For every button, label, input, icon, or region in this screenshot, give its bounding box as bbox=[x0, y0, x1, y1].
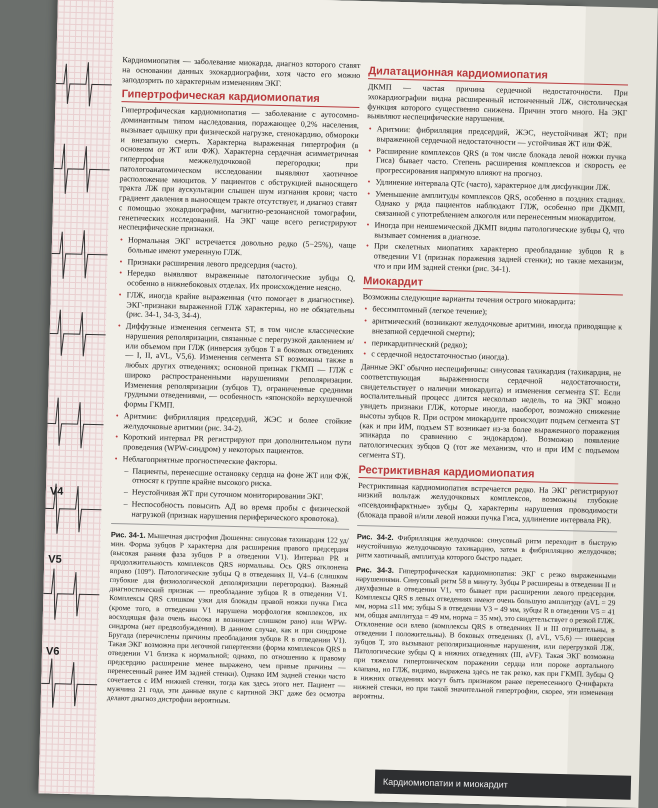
list-item: • Аритмии: фибрилляция предсердий, ЖЭС и более стойкие желудочковые аритмии (рис. 34-2). bbox=[123, 411, 351, 436]
intro-text: Кардиомиопатия — заболевание миокарда, диагноз которого ставят на основании данных эхокардиографии, хотя часто его можно заподозрить по характерным изменениям ЭКГ. bbox=[121, 55, 361, 88]
caption-label: Рис. 34-2. bbox=[356, 531, 394, 542]
hcm-sublist bbox=[121, 466, 350, 524]
list-item: • При скелетных миопатиях характерно преобладание зубцов R в отведении V1 (признак поражения задней стенки); но такие механизм, что и при ИМ задней стенки (рис. 34-1). bbox=[373, 242, 624, 277]
list-item: – Неспособность повысить АД во время пробы с физической нагрузкой (признак нарушения периферического кровотока). bbox=[131, 499, 349, 524]
list-item: – Пациенты, перенесшие остановку сердца на фоне ЖТ или ФЖ, относят к группе крайне высокого риска. bbox=[132, 466, 350, 491]
myo-paragraph: Возможны следующие варианты течения острого миокардита: bbox=[362, 291, 576, 306]
rcm-paragraph: Рестриктивная кардиомиопатия встречается редко. На ЭКГ регистрируют низкий вольтаж желудочковых комплексов, возможны глубокие «псевдоинфарктные» зубцы Q, характерны нарушения проводимости (блокада правой и/или левой ножки пучка Гиса, удлинение интервала PR). bbox=[357, 480, 619, 525]
divider bbox=[111, 523, 349, 530]
figure-caption-34-1 bbox=[107, 530, 349, 707]
hcm-paragraph: Гипертрофическая кардиомиопатия — заболевание с аутосомно-доминантным типом наследования, поражающее 0,2% населения, вызывает одышку при физической нагрузке, стенокардию, обмороки и внезапную смерть. Характерна выраженная гипертрофия (в основном от ЖТ или ФЖ). Характерна сердечная асимметричная гипертрофия межжелудочковой перегородки; при патологоанатомическом исследовании выявляют хаотичное расположение миоцитов. У пациентов с обструкцией выносящего тракта ЛЖ при аускультации слышен шум изгнания крови; часто градиент давления в выносящем тракте отсутствует, и диагноз ставят с помощью эхокардиографии, магнитно-резонансной томографии, генетических исследований. На ЭКГ чаще всего регистрируют неспецифические признаки. bbox=[118, 105, 360, 234]
running-footer: Кардиомиопатии и миокардит bbox=[375, 770, 632, 800]
lead-label: V5 bbox=[48, 553, 62, 566]
list-item: • Расширение комплексов QRS (в том числе блокада левой ножки пучка Гиса) бывает часто. Степень расширения комплексов и скорость ее прогрессирования напрямую влияют на прогноз. bbox=[376, 146, 627, 181]
list-item: • Нередко выявляют выраженные патологические зубцы Q, особенно в нижнебоковых отделах. Их происхождение неясно. bbox=[127, 269, 355, 294]
list-item: • Признаки расширения левого предсердия (часто). bbox=[127, 257, 355, 272]
list-item: • ГЛЖ, иногда крайне выраженная (что помогает в диагностике). ЭКГ-признаки выраженной ГЛЖ характерны, но не обязательны (рис. 34-1, 34-3, 34-4). bbox=[126, 290, 355, 325]
list-item: • Короткий интервал PR регистрируют при дополнительном пути проведения (WPW-синдром) у некоторых пациентов. bbox=[123, 433, 351, 458]
list-item: • Диффузные изменения сегмента ST, в том числе классические нарушения реполяризации, связанные с перегрузкой давлением и/или объемом при ГЛЖ (инверсия зубцов T в боковых отведениях — I, II, aVL, V5,6). Изменения сегмента ST возможны также в любых других отведениях; основной признак ГКМП — ГЛЖ с широко распространенными нарушениями реполяризации. Изменения реполяризации (зубцов T), ограниченные средними грудными отведениями, — особенность «японской» верхушечной формы ГКМП. bbox=[124, 321, 354, 414]
list-item: • перикардитический (редко); bbox=[372, 338, 622, 354]
right-column bbox=[353, 61, 629, 706]
lead-label: V4 bbox=[49, 485, 64, 498]
list-item: – Неустойчивая ЖТ при суточном мониторировании ЭКГ. bbox=[132, 488, 350, 503]
list-item: • Удлинение интервала QTc (часто), характерное для дисфункции ЛЖ. bbox=[375, 177, 625, 193]
list-item: • аритмический (возникают желудочковые аритмии, иногда приводящие к внезапной сердечной смерти); bbox=[372, 316, 622, 342]
dcm-heading: Дилатационная кардиомиопатия bbox=[368, 65, 628, 85]
caption-text: Мышечная дистрофия Дюшенна: синусовая тахикардия 122 уд/мин. Форма зубцов P характерна для расширения правого предсердия (высокая ранняя фаза зубцов P в отведении V1). Интервал PR и продолжительность комплексов QRS нормальны. Ось QRS отклонена вправо (109°). Патологические зубцы Q в отведениях II, V4–6 (слишком глубокие для физиологической деполяризации перегородки). Важный диагностический признак — преобладание зубцов R в отведении V1. Комплексы QRS слишком узки для блокады правой ножки пучка Гиса (кроме того, в отведении V1 нарушена морфология комплексов, их восходящая фаза очень высока и возникает слишком рано) или WPW-синдрома (нет предвозбуждения). В данном случае, как и при синдроме Бругада (перечислены причины преобладания зубцов R в отведении V1). Такая ЭКГ возможна при легочной гипертензии (форма комплексов QRS в отведении V1 близка к нормальной; однако, по отношению к правому предсердию расширение менее выражено, чем правые причины — перенесенный ранее ИМ задней стенки). Однако ИМ задней стенки часто сочетается с ИМ нижней стенки, тогда как здесь этого нет. Пациент — мужчина 21 года, эти данные вкупе с картиной ЭКГ даже без осмотра делают диагноз дистрофии вероятным. bbox=[106, 531, 349, 705]
caption-label: Рис. 34-1. bbox=[110, 530, 146, 541]
rcm-heading: Рестриктивная кардиомиопатия bbox=[358, 464, 618, 484]
caption-label: Рис. 34-3. bbox=[355, 564, 394, 575]
list-item: • Неблагоприятные прогностические факторы. bbox=[123, 454, 351, 469]
hcm-heading: Гипертрофическая кардиомиопатия bbox=[121, 88, 359, 108]
caption-text: Гипертрофическая кардиомиопатия: ЭКГ с резко выраженными нарушениями. Синусовый ритм 58 в минуту. Зубцы P расширены в отведении II и двухфазные в отведении V1, что бывает при расширении левого предсердия. Комплексы QRS в левых отведениях имеют очень большую амплитуду (aVL = 29 мм, норма ≤11 мм; зубцы S в отведении V3 = 49 мм, зубцы R в отведении V5 = 41 мм, общая амплитуда = 49 мм, норма = 35 мм), это свидетельствует о резкой ГЛЖ. Отклонение оси влево (комплексы QRS в отведениях II и III отрицательны, в отведении I положительны). В боковых отведениях (I, aVL, V5,6) — инверсия зубцов T, это вызывают реполяризационные нарушения, или перегрузкой ЛЖ. Патологические зубцы Q в нижних отведениях (III, aVF). Такая ЭКГ возможна при тяжелом гипертоническом поражении сердца или пороке аортального клапана, но ГЛЖ, видимо, выражена здесь не так резко, как при ГКМП. Зубцы Q в нижних отведениях могут быть признаком ранее перенесенного Q-инфаркта нижней стенки, но при такой значительной гипертрофии, скорее, эти изменения вероятны. bbox=[352, 565, 617, 701]
myo-paragraph-2: Данные ЭКГ обычно неспецифичны: синусовая тахикардия (тахикардия, не соответствующая выраженности сердечной недостаточности, свидетельствует о наличии миокардита) и изменения сегмента ST. Если воспалительный процесс длится несколько недель, то на ЭКГ можно увидеть признаки ГЛЖ, которые иногда, наоборот, возможно снижение высоты зубцов R. При остром миокардите происходит подъем сегмента ST (как и при ИМ, подъем ST возникает из-за более выраженного поражения эпикарда по сравнению с эндокардом). Возможно появление патологических зубцов Q (тот же механизм, что и при ИМ с подъемом сегмента ST). bbox=[358, 362, 622, 460]
left-column bbox=[107, 55, 361, 707]
list-item: • бессимптомный (легкое течение); bbox=[372, 305, 622, 321]
figure-caption-34-2 bbox=[356, 532, 617, 565]
myo-list bbox=[361, 304, 622, 365]
list-item: • с сердечной недостаточностью (иногда). bbox=[371, 350, 621, 366]
list-item: • Уменьшение амплитуды комплексов QRS, особенно в поздних стадиях. Однако у ряда пациентов наблюдают ГЛЖ, особенно при ДКМП, связанной с употреблением алкоголя или перенесенным миокардитом. bbox=[375, 189, 626, 224]
figure-caption-34-3 bbox=[353, 565, 616, 707]
divider bbox=[357, 525, 617, 532]
list-item: • Нормальная ЭКГ встречается довольно редко (5−25%), чаще больные имеют умеренную ГЛЖ. bbox=[128, 235, 356, 260]
dcm-list bbox=[363, 124, 627, 277]
myo-heading: Миокардит bbox=[363, 275, 623, 295]
lead-label: V6 bbox=[45, 645, 60, 658]
book-page bbox=[39, 0, 628, 806]
caption-text: Фибрилляция желудочков: синусовый ритм переходит в быструю неустойчивую желудочковую тахикардию, затем в фибрилляцию желудочков; ритм хаотичный, амплитуда которого быстро падает. bbox=[356, 532, 617, 563]
list-item: • Иногда при неишемической ДКМП видны патологические зубцы Q, что вызывает сомнения в диагнозе. bbox=[374, 220, 624, 246]
dcm-paragraph: ДКМП — частая причина сердечной недостаточности. При эхокардиографии видна расширенный истонченный ЛЖ, систолическая функция которого существенно снижена. Причин этого много. На ЭКГ выявляют неспецифические нарушения. bbox=[367, 82, 628, 124]
hcm-list bbox=[111, 235, 356, 524]
page-body bbox=[95, 0, 628, 806]
list-item: • Аритмии: фибрилляция предсердий, ЖЭС, неустойчивая ЖТ; при выраженной сердечной недостаточности — устойчивая ЖТ или ФЖ. bbox=[377, 124, 627, 150]
